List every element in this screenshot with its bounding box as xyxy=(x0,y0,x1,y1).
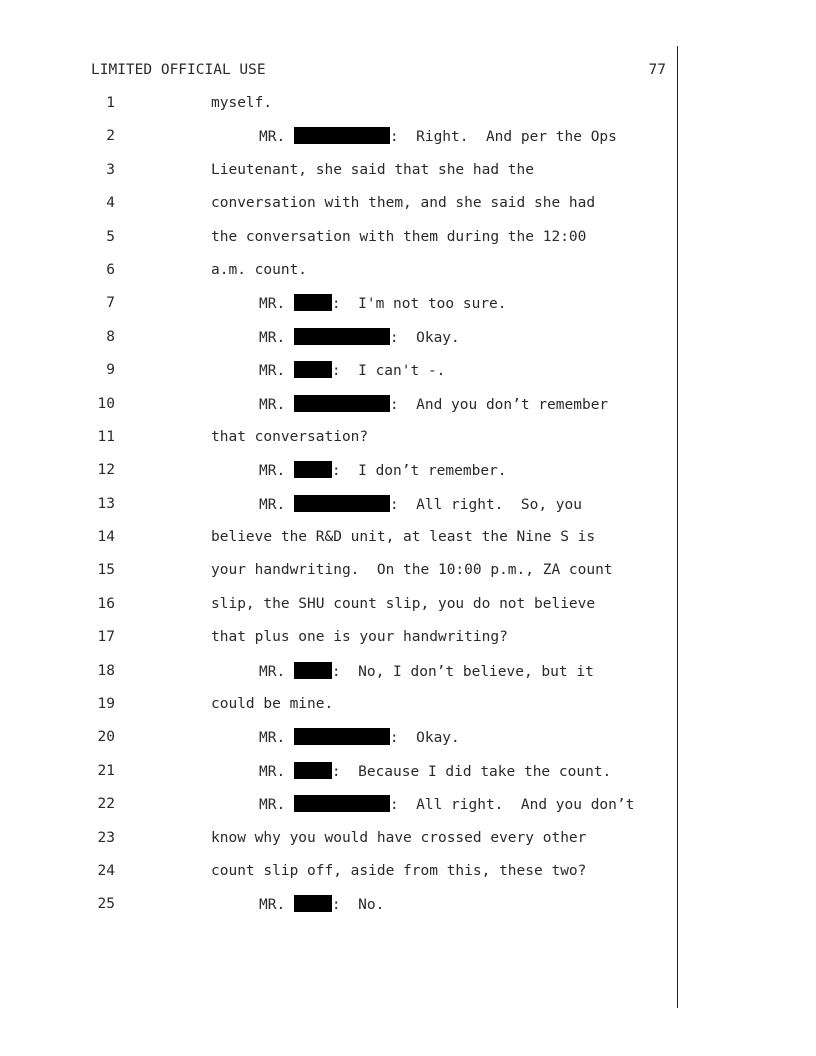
line-number: 7 xyxy=(106,295,115,312)
line-body: a.m. count. xyxy=(211,261,308,278)
redaction-box xyxy=(294,127,390,144)
line-number: 24 xyxy=(97,862,115,879)
speaker-line-text xyxy=(259,127,617,146)
line-text xyxy=(211,161,534,179)
line-number: 13 xyxy=(97,495,115,512)
line-body: that plus one is your handwriting? xyxy=(211,629,508,646)
line-text xyxy=(211,94,272,112)
transcript-line xyxy=(0,528,816,561)
transcript-line xyxy=(0,228,816,261)
line-body: : No. xyxy=(331,897,385,914)
transcript-line xyxy=(0,695,816,728)
line-number: 2 xyxy=(106,128,115,145)
speaker-prefix: MR. xyxy=(259,463,294,480)
line-body: : No, I don’t believe, but it xyxy=(331,663,594,680)
transcript-line xyxy=(0,395,816,428)
speaker-line-text xyxy=(259,461,507,480)
line-text xyxy=(211,561,613,579)
redaction-box xyxy=(294,495,390,512)
speaker-prefix: MR. xyxy=(259,396,294,413)
transcript-line xyxy=(0,829,816,862)
redaction-box xyxy=(294,395,390,412)
line-number: 23 xyxy=(97,829,115,846)
line-text xyxy=(211,628,508,646)
line-body: conversation with them, and she said she had xyxy=(211,195,596,212)
line-body: know why you would have crossed every other xyxy=(211,829,587,846)
transcript-line xyxy=(0,595,816,628)
speaker-prefix: MR. xyxy=(259,797,294,814)
classification-header: LIMITED OFFICIAL USE xyxy=(91,62,266,78)
line-body: could be mine. xyxy=(211,696,334,713)
transcript-line xyxy=(0,495,816,528)
line-body: the conversation with them during the 12:00 xyxy=(211,228,587,245)
transcript-line xyxy=(0,261,816,294)
line-number: 15 xyxy=(97,562,115,579)
transcript-line xyxy=(0,94,816,127)
line-number: 17 xyxy=(97,629,115,646)
transcript-line xyxy=(0,762,816,795)
line-body: : Because I did take the count. xyxy=(331,763,612,780)
speaker-prefix: MR. xyxy=(259,730,294,747)
redaction-box xyxy=(294,895,332,912)
speaker-line-text xyxy=(259,662,594,681)
transcript-line xyxy=(0,561,816,594)
speaker-line-text xyxy=(259,795,634,814)
transcript-line xyxy=(0,795,816,828)
line-text xyxy=(211,595,595,613)
redaction-box xyxy=(294,662,332,679)
redaction-box xyxy=(294,728,390,745)
line-number: 1 xyxy=(106,95,115,111)
line-number: 21 xyxy=(97,762,115,779)
line-text xyxy=(211,194,595,212)
redaction-box xyxy=(294,361,332,378)
speaker-prefix: MR. xyxy=(259,763,294,780)
speaker-prefix: MR. xyxy=(259,363,294,380)
transcript-line xyxy=(0,361,816,394)
line-body: : All right. And you don’t xyxy=(389,797,635,814)
line-text xyxy=(211,261,307,279)
line-text xyxy=(211,528,595,546)
transcript-line xyxy=(0,728,816,761)
transcript-line xyxy=(0,194,816,227)
transcript-line xyxy=(0,294,816,327)
speaker-line-text xyxy=(259,762,611,781)
line-body: believe the R&D unit, at least the Nine S is xyxy=(211,529,596,546)
line-number: 5 xyxy=(106,228,115,245)
line-body: that conversation? xyxy=(211,428,369,445)
line-body: : I don’t remember. xyxy=(331,463,507,480)
line-text xyxy=(211,695,333,713)
line-number: 3 xyxy=(106,161,115,178)
redaction-box xyxy=(294,762,332,779)
transcript-line xyxy=(0,161,816,194)
speaker-line-text xyxy=(259,895,384,914)
transcript-line xyxy=(0,628,816,661)
line-body: : I'm not too sure. xyxy=(331,296,507,313)
line-text xyxy=(211,829,586,847)
line-number: 10 xyxy=(97,395,115,412)
transcript-line xyxy=(0,895,816,928)
speaker-prefix: MR. xyxy=(259,496,294,513)
line-body: slip, the SHU count slip, you do not believe xyxy=(211,595,596,612)
line-number: 8 xyxy=(106,328,115,345)
line-body: : I can't -. xyxy=(331,363,446,380)
speaker-line-text xyxy=(259,361,445,380)
line-number: 14 xyxy=(97,529,115,546)
line-number: 11 xyxy=(97,428,115,445)
redaction-box xyxy=(294,461,332,478)
transcript-lines xyxy=(0,94,816,929)
line-number: 12 xyxy=(97,462,115,479)
line-body: myself. xyxy=(211,95,273,111)
line-body: your handwriting. On the 10:00 p.m., ZA count xyxy=(211,562,613,579)
line-body: : Okay. xyxy=(389,730,460,747)
line-number: 22 xyxy=(97,796,115,813)
speaker-line-text xyxy=(259,728,460,747)
line-text xyxy=(211,428,368,446)
transcript-line xyxy=(0,862,816,895)
line-text xyxy=(211,862,586,880)
speaker-prefix: MR. xyxy=(259,296,294,313)
transcript-line xyxy=(0,461,816,494)
transcript-line xyxy=(0,428,816,461)
speaker-line-text xyxy=(259,294,507,313)
line-body: : All right. So, you xyxy=(389,496,582,513)
transcript-line xyxy=(0,328,816,361)
redaction-box xyxy=(294,294,332,311)
line-body: Lieutenant, she said that she had the xyxy=(211,161,535,178)
line-number: 9 xyxy=(106,362,115,379)
page-number: 77 xyxy=(648,62,666,78)
speaker-prefix: MR. xyxy=(259,329,294,346)
line-number: 4 xyxy=(106,195,115,212)
transcript-line xyxy=(0,127,816,160)
line-number: 18 xyxy=(97,662,115,679)
line-body: count slip off, aside from this, these two? xyxy=(211,862,587,879)
line-body: : Right. And per the Ops xyxy=(389,129,617,146)
redaction-box xyxy=(294,795,390,812)
speaker-line-text xyxy=(259,328,460,347)
speaker-prefix: MR. xyxy=(259,897,294,914)
line-body: : And you don’t remember xyxy=(389,396,609,413)
speaker-line-text xyxy=(259,395,608,414)
transcript-line xyxy=(0,662,816,695)
line-number: 19 xyxy=(97,696,115,713)
line-number: 20 xyxy=(97,729,115,746)
speaker-prefix: MR. xyxy=(259,129,294,146)
line-number: 6 xyxy=(106,261,115,278)
redaction-box xyxy=(294,328,390,345)
line-body: : Okay. xyxy=(389,329,460,346)
line-number: 25 xyxy=(97,896,115,913)
speaker-line-text xyxy=(259,495,582,514)
speaker-prefix: MR. xyxy=(259,663,294,680)
line-number: 16 xyxy=(97,595,115,612)
line-text xyxy=(211,228,586,246)
